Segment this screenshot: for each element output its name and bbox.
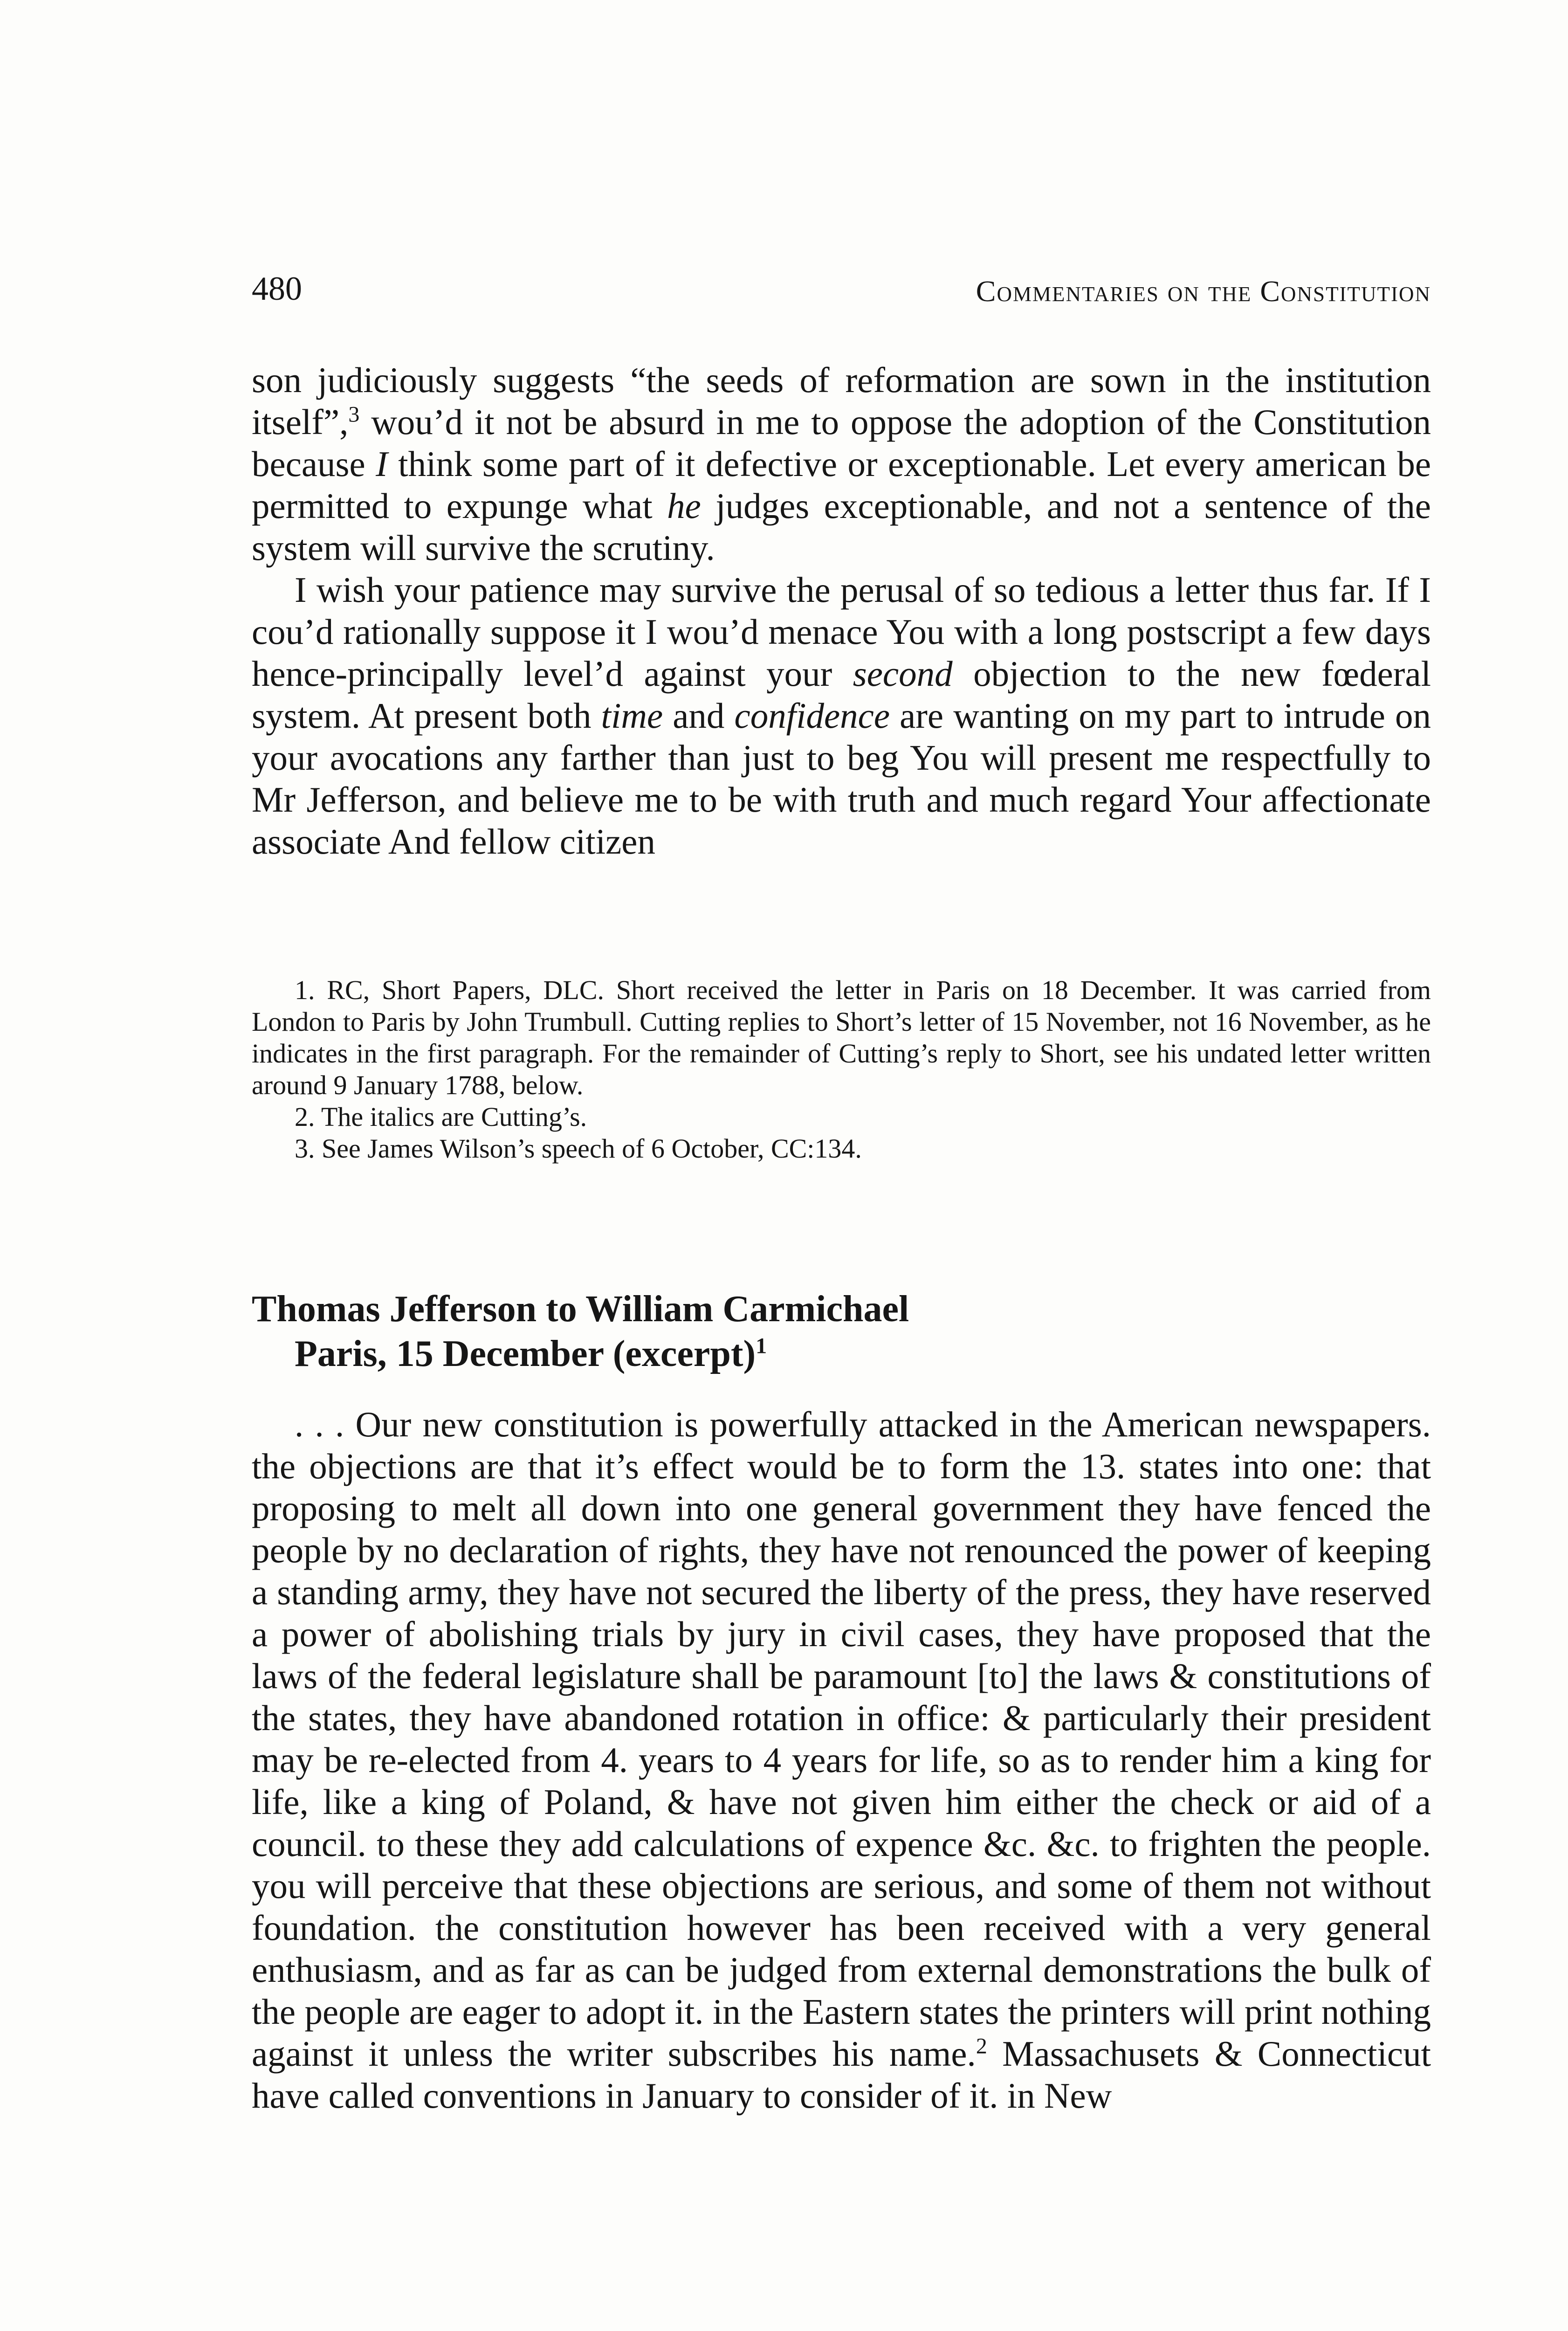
- document-heading: [252, 1287, 1431, 1376]
- footnote-ref: 3: [348, 402, 360, 427]
- paragraph: . . . Our new constitution is powerfully attacked in the American newspapers. the objections are that it’s effect would be to form the 13. states into one: that proposing to melt all down into one general government they have fenced the people by no declaration of rights, they have not renounced the power of keeping a standing army, they have not secured the liberty of the press, they have reserved a power of abolishing trials by jury in civil cases, they have proposed that the laws of the federal legislature shall be paramount [to] the laws & constitutions of the states, they have abandoned rotation in office: & particularly their president may be re-elected from 4. years to 4 years for life, so as to render him a king for life, like a king of Poland, & have not given him either the check or aid of a council. to these they add calculations of expence &c. &c. to frighten the people. you will perceive that these objections are serious, and some of them not without foundation. the constitution however has been received with a very general enthusiasm, and as far as can be judged from external demonstrations the bulk of the people are eager to adopt it. in the Eastern states the printers will print nothing against it unless the writer subscribes his name.$^2$ Massachusets & Connecticut have called conventions in January to consider of it. in New: [252, 1404, 1431, 2116]
- note-item: 2. The italics are Cutting’s.: [295, 1102, 587, 1132]
- heading-line-1: Thomas Jefferson to William Carmichael: [252, 1289, 909, 1330]
- paragraph: I wish your patience may survive the perusal of so tedious a letter thus far. If I cou’d rationally suppose it I wou’d menace You with a long postscript a few days hence-principally level’d against your second objection to the new fœderal system. At present both time and confidence are wanting on my part to intrude on your avocations any farther than just to beg You will present me respectfully to Mr Jefferson, and believe me to be with truth and much regard Your affectionate associate And fellow citizen: [252, 570, 1431, 862]
- note-item: 1. RC, Short Papers, DLC. Short received the letter in Paris on 18 December. It was carried from London to Paris by John Trumbull. Cutting replies to Short’s letter of 15 November, not 16 November, as he indicates in the first paragraph. For the remainder of Cutting’s reply to Short, see his undated letter written around 9 January 1788, below.: [252, 975, 1431, 1100]
- editorial-notes: [252, 974, 1431, 1165]
- letter-continuation: [252, 359, 1431, 862]
- note-item: 3. See James Wilson’s speech of 6 October, CC:134.: [295, 1133, 862, 1164]
- paragraph: son judiciously suggests “the seeds of reformation are sown in the institution itself”,$^3$ wou’d it not be absurd in me to oppose the adoption of the Constitution because I think some part of it defective or exceptionable. Let every american be permitted to expunge what he judges exceptionable, and not a sentence of the system will survive the scrutiny.: [252, 360, 1431, 568]
- heading-line-2: Paris, 15 December (excerpt)$^1$: [295, 1333, 767, 1374]
- running-title: Commentaries on the Constitution: [976, 275, 1431, 308]
- letter-body: [252, 1403, 1431, 2117]
- running-head: [252, 269, 1431, 311]
- footnote-ref: 2: [976, 2034, 987, 2059]
- footnote-ref: 1: [756, 1333, 767, 1359]
- page-number: 480: [252, 270, 302, 307]
